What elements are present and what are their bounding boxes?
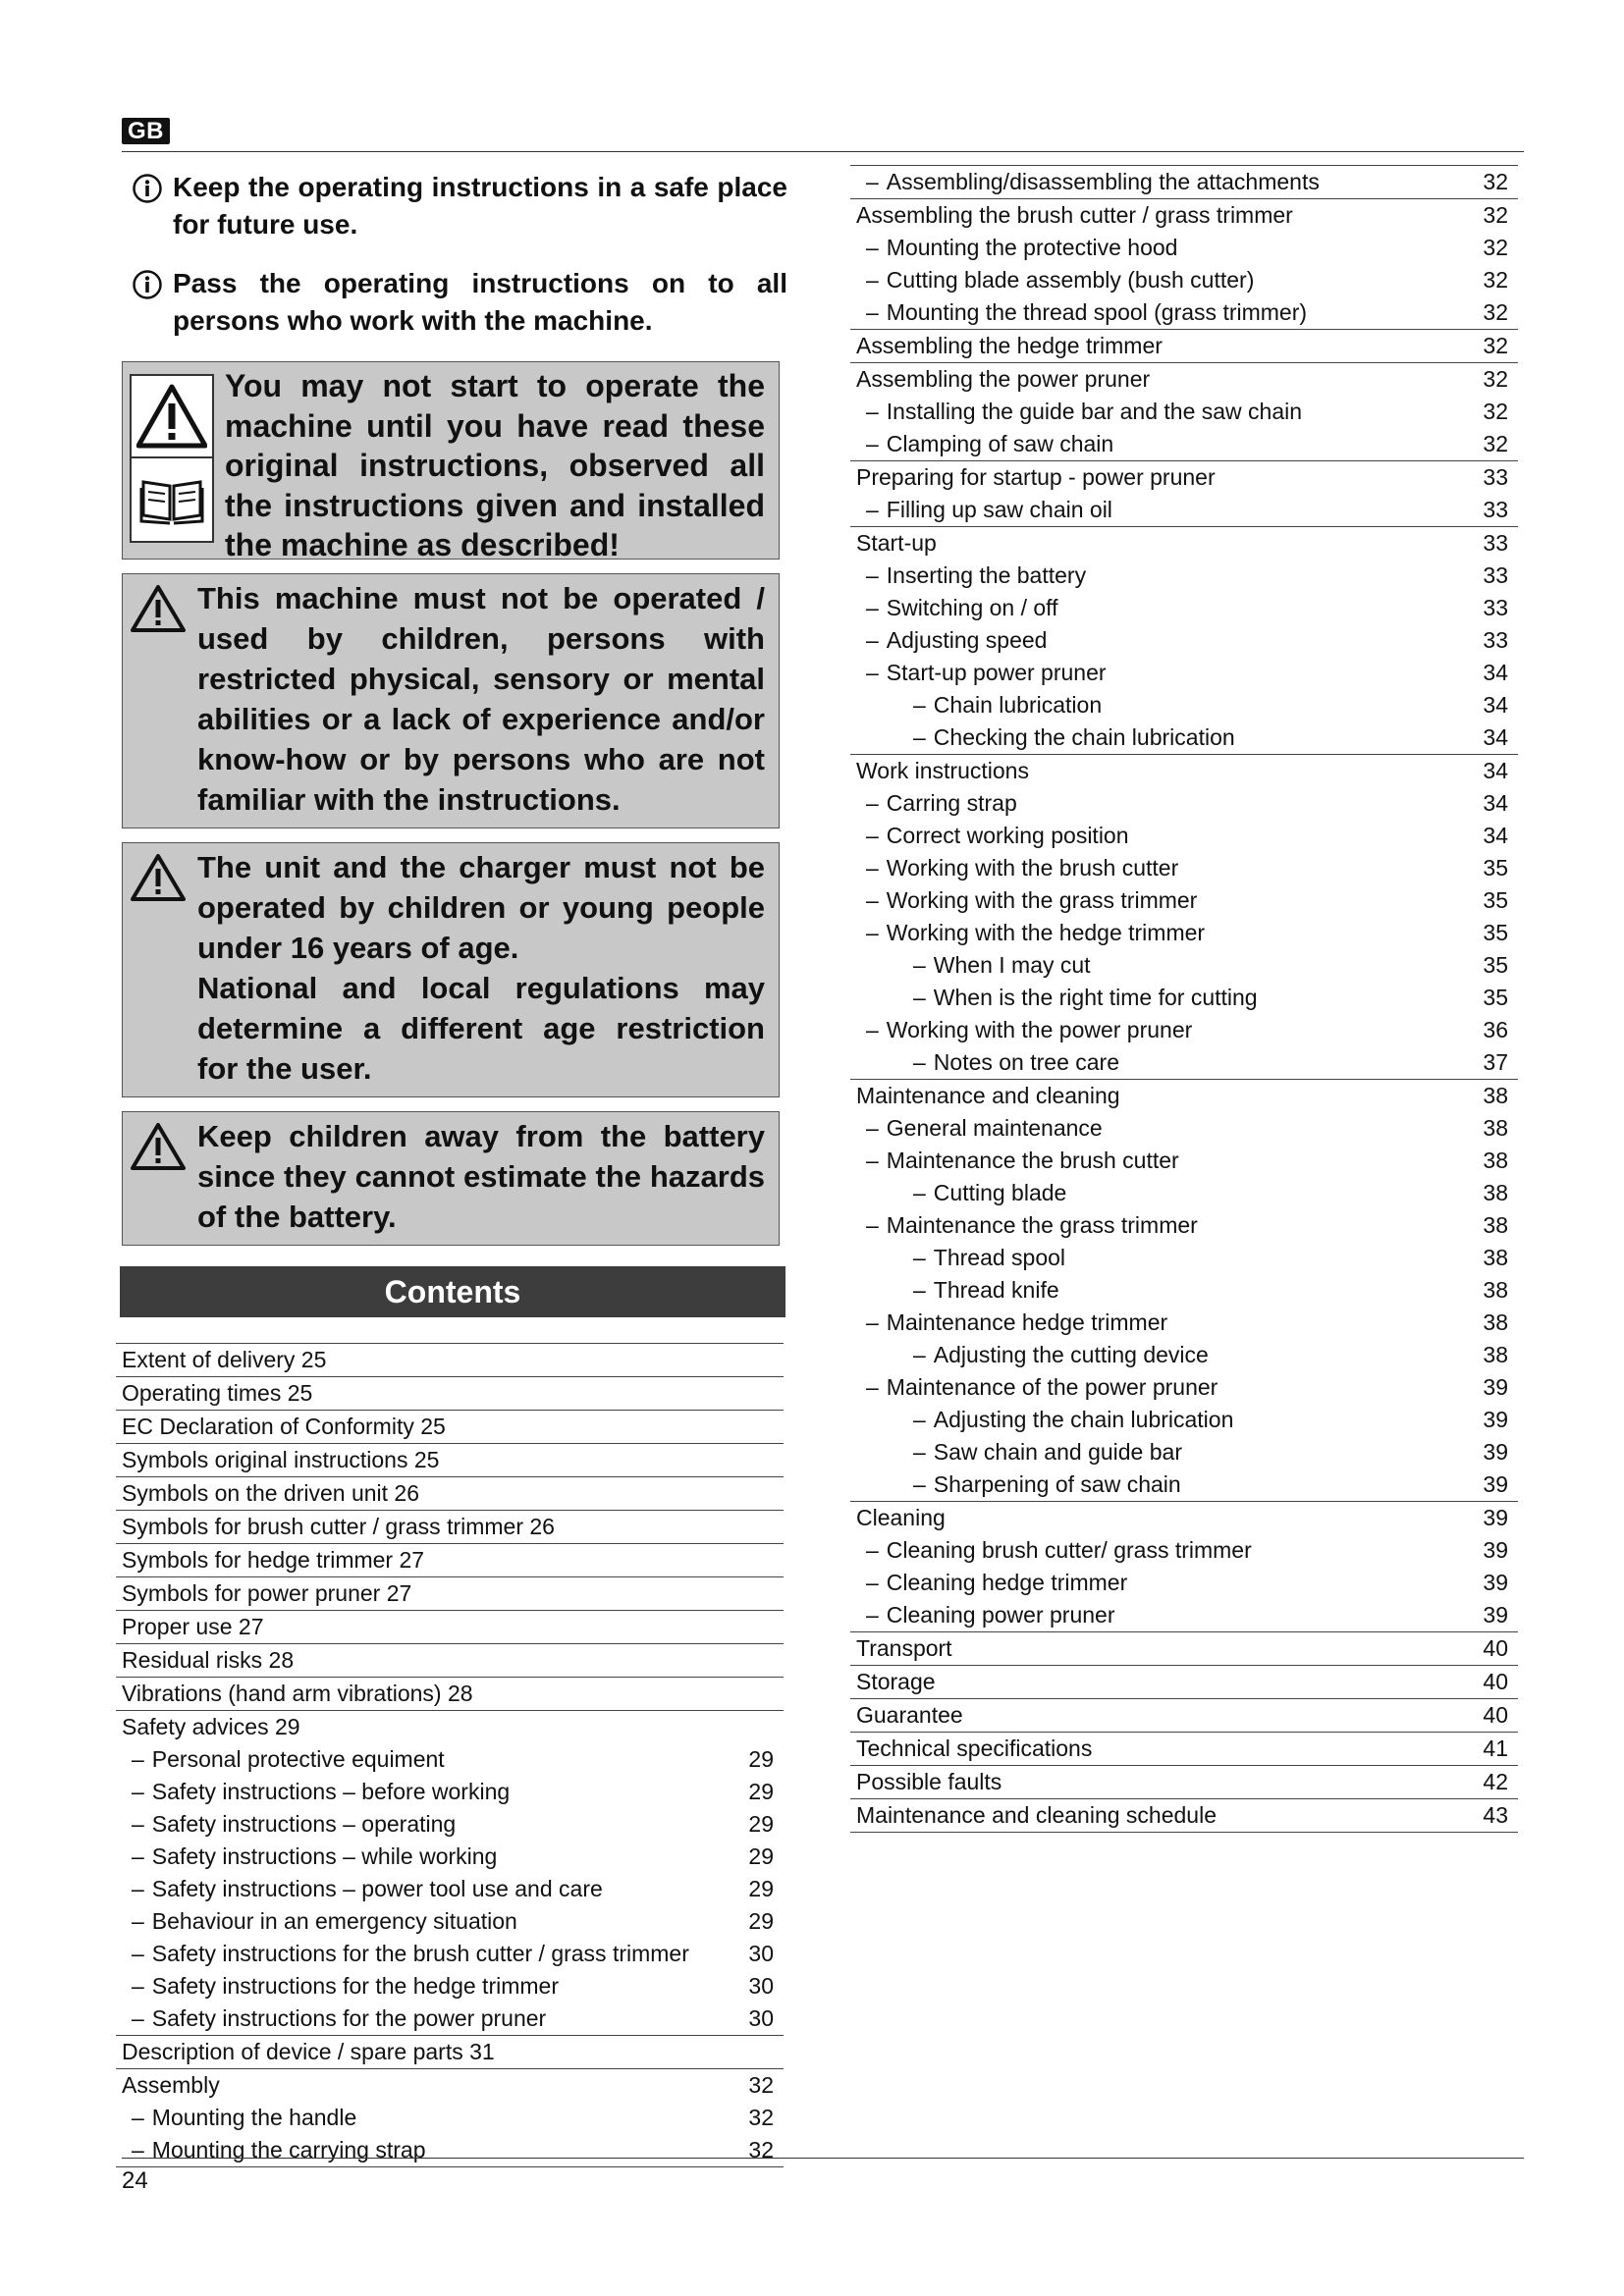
toc-entry-title: When I may cut xyxy=(933,952,1091,978)
toc-entry-title: Maintenance and cleaning schedule xyxy=(856,1802,1217,1828)
toc-dash: – xyxy=(913,1180,926,1205)
toc-dash: – xyxy=(866,431,879,456)
toc-dash: – xyxy=(132,1843,144,1869)
toc-entry-page: 32 xyxy=(1483,299,1508,325)
toc-entry-page: 34 xyxy=(1483,790,1508,816)
toc-entry[interactable] xyxy=(116,1510,784,1543)
toc-dash: – xyxy=(866,790,879,816)
toc-entry-title: Clamping of saw chain xyxy=(886,431,1114,456)
toc-dash: – xyxy=(132,1908,144,1934)
toc-entry-page: 38 xyxy=(1483,1277,1508,1303)
info-icon xyxy=(132,269,163,300)
toc-entry[interactable] xyxy=(850,560,1518,592)
toc-entry-title: Assembling the power pruner xyxy=(856,366,1151,392)
toc-entry-page: 32 xyxy=(1483,366,1508,392)
toc-entry-title: Residual risks 28 xyxy=(122,1647,295,1673)
toc-entry[interactable] xyxy=(850,1698,1518,1732)
toc-entry-page: 35 xyxy=(1483,920,1508,945)
toc-entry[interactable] xyxy=(116,1376,784,1410)
toc-entry-page: 35 xyxy=(1483,887,1508,913)
toc-dash: – xyxy=(866,1017,879,1042)
toc-entry[interactable] xyxy=(116,1443,784,1476)
main-warning-text: You may not start to operate the machine until you have read these original instructions, observed all the instructions given and installed the machine as described! xyxy=(225,368,765,562)
toc-entry-page: 34 xyxy=(1483,660,1508,685)
info-note-keep xyxy=(122,169,787,243)
toc-dash: – xyxy=(132,1779,144,1804)
toc-entry-title: Assembling the hedge trimmer xyxy=(856,333,1163,358)
toc-dash: – xyxy=(132,2137,144,2163)
toc-dash: – xyxy=(913,1245,926,1270)
toc-entry[interactable] xyxy=(116,1905,784,1938)
toc-entry-page: 35 xyxy=(1483,952,1508,978)
age-warning-text: The unit and the charger must not be operated by children or young people under 16 years of age. xyxy=(197,850,765,965)
toc-entry-page: 39 xyxy=(1483,1407,1508,1432)
toc-entry-title: Switching on / off xyxy=(886,595,1058,620)
toc-entry-page: 32 xyxy=(748,2137,774,2163)
toc-entry-page: 32 xyxy=(1483,235,1508,260)
toc-entry-title: Installing the guide bar and the saw chain xyxy=(886,399,1303,424)
toc-entry-title: Guarantee xyxy=(856,1702,963,1728)
toc-entry-page: 38 xyxy=(1483,1180,1508,1205)
toc-dash: – xyxy=(866,1212,879,1238)
toc-entry-page: 29 xyxy=(748,1746,774,1772)
toc-entry[interactable] xyxy=(116,1543,784,1576)
toc-dash: – xyxy=(132,1746,144,1772)
toc-dash: – xyxy=(132,1876,144,1901)
info-note-text: Keep the operating instructions in a safe place for future use. xyxy=(173,172,787,240)
toc-dash: – xyxy=(132,1811,144,1837)
toc-entry-page: 29 xyxy=(748,1811,774,1837)
toc-entry[interactable] xyxy=(850,264,1518,296)
warning-triangle-icon xyxy=(131,853,186,902)
toc-entry[interactable] xyxy=(850,1534,1518,1567)
toc-dash: – xyxy=(866,627,879,653)
toc-entry-page: 32 xyxy=(1483,333,1508,358)
toc-entry[interactable] xyxy=(850,624,1518,657)
toc-dash: – xyxy=(913,952,926,978)
toc-entry-title: Mounting the handle xyxy=(151,2105,357,2130)
toc-entry-title: Safety instructions for the power pruner xyxy=(151,2005,547,2031)
toc-entry-title: Safety instructions for the hedge trimmer xyxy=(151,1973,559,1999)
toc-entry[interactable] xyxy=(850,917,1518,949)
header-rule xyxy=(122,151,1524,152)
toc-entry[interactable] xyxy=(116,1808,784,1841)
toc-entry-page: 33 xyxy=(1483,464,1508,490)
toc-entry-page: 34 xyxy=(1483,823,1508,848)
info-note-text: Pass the operating instructions on to all persons who work with the machine. xyxy=(173,268,787,336)
toc-dash: – xyxy=(866,399,879,424)
toc-entry-page: 33 xyxy=(1483,562,1508,588)
toc-entry-title: Maintenance hedge trimmer xyxy=(886,1309,1168,1335)
toc-entry[interactable] xyxy=(850,1665,1518,1698)
toc-entry-page: 32 xyxy=(748,2105,774,2130)
toc-entry-title: Checking the chain lubrication xyxy=(933,724,1235,750)
toc-entry-title: Adjusting the cutting device xyxy=(933,1342,1209,1367)
toc-dash: – xyxy=(913,1342,926,1367)
toc-entry[interactable] xyxy=(116,2134,784,2166)
toc-entry[interactable] xyxy=(116,1743,784,1776)
toc-entry-title: Behaviour in an emergency situation xyxy=(151,1908,517,1934)
toc-entry-title: Working with the power pruner xyxy=(886,1017,1193,1042)
toc-entry-title: Start-up xyxy=(856,530,937,556)
battery-warning-box xyxy=(122,1111,780,1246)
toc-entry[interactable] xyxy=(850,494,1518,526)
toc-dash: – xyxy=(866,1309,879,1335)
toc-entry-title: Working with the hedge trimmer xyxy=(886,920,1206,945)
toc-entry[interactable] xyxy=(850,1274,1518,1307)
safety-notes-column xyxy=(122,169,787,1246)
toc-entry[interactable] xyxy=(850,329,1518,362)
toc-entry-title: Mounting the protective hood xyxy=(886,235,1178,260)
toc-dash: – xyxy=(913,1277,926,1303)
age-warning-box xyxy=(122,842,780,1097)
toc-dash: – xyxy=(132,2005,144,2031)
toc-dash: – xyxy=(866,1602,879,1628)
toc-entry[interactable] xyxy=(116,1873,784,1905)
toc-entry-page: 38 xyxy=(1483,1212,1508,1238)
toc-entry-title: Symbols original instructions 25 xyxy=(122,1447,440,1472)
toc-entry-title: Sharpening of saw chain xyxy=(933,1471,1181,1497)
toc-entry[interactable] xyxy=(850,1732,1518,1765)
toc-entry[interactable] xyxy=(850,1436,1518,1468)
children-warning-box xyxy=(122,573,780,828)
toc-entry-page: 39 xyxy=(1483,1439,1508,1465)
toc-entry[interactable] xyxy=(116,2102,784,2134)
toc-entry[interactable] xyxy=(850,526,1518,560)
toc-dash: – xyxy=(866,887,879,913)
toc-entry-page: 40 xyxy=(1483,1669,1508,1694)
toc-entry-page: 34 xyxy=(1483,724,1508,750)
toc-entry[interactable] xyxy=(116,1643,784,1677)
toc-entry-page: 39 xyxy=(1483,1602,1508,1628)
toc-entry-title: Safety instructions for the brush cutter / grass trimmer xyxy=(151,1941,689,1966)
toc-entry-title: Mounting the thread spool (grass trimmer) xyxy=(886,299,1308,325)
toc-entry-page: 38 xyxy=(1483,1148,1508,1173)
toc-entry-page: 39 xyxy=(1483,1471,1508,1497)
toc-entry-page: 37 xyxy=(1483,1049,1508,1075)
toc-entry-page: 42 xyxy=(1483,1769,1508,1794)
toc-dash: – xyxy=(866,299,879,325)
toc-entry[interactable] xyxy=(116,2035,784,2068)
toc-entry-page: 36 xyxy=(1483,1017,1508,1042)
toc-entry-title: Working with the grass trimmer xyxy=(886,887,1198,913)
toc-entry[interactable] xyxy=(116,1776,784,1808)
toc-dash: – xyxy=(866,595,879,620)
toc-entry[interactable] xyxy=(850,232,1518,264)
page-number: 24 xyxy=(122,2167,148,2194)
toc-entry[interactable] xyxy=(850,721,1518,754)
toc-entry-page: 35 xyxy=(1483,855,1508,881)
toc-entry-title: Vibrations (hand arm vibrations) 28 xyxy=(122,1681,473,1706)
toc-entry[interactable] xyxy=(116,2068,784,2102)
toc-entry-title: Start-up power pruner xyxy=(886,660,1107,685)
toc-entry[interactable] xyxy=(116,1476,784,1510)
toc-entry[interactable] xyxy=(850,657,1518,689)
toc-entry-title: Work instructions xyxy=(856,758,1029,783)
toc-entry-page: 35 xyxy=(1483,985,1508,1010)
toc-entry-title: Safety instructions – while working xyxy=(151,1843,498,1869)
toc-entry-page: 38 xyxy=(1483,1115,1508,1141)
toc-dash: – xyxy=(913,1471,926,1497)
toc-entry-page: 32 xyxy=(1483,267,1508,293)
toc-entry-title: Maintenance of the power pruner xyxy=(886,1374,1218,1400)
toc-dash: – xyxy=(866,1148,879,1173)
toc-entry-page: 29 xyxy=(748,1843,774,1869)
toc-dash: – xyxy=(866,235,879,260)
toc-entry-title: General maintenance xyxy=(886,1115,1103,1141)
toc-right-column xyxy=(850,165,1518,1833)
toc-entry-title: Symbols for brush cutter / grass trimmer 26 xyxy=(122,1514,555,1539)
toc-entry-page: 32 xyxy=(1483,431,1508,456)
toc-entry[interactable] xyxy=(850,296,1518,329)
toc-entry-page: 33 xyxy=(1483,627,1508,653)
toc-dash: – xyxy=(866,1537,879,1563)
toc-entry[interactable] xyxy=(850,949,1518,982)
toc-entry-page: 30 xyxy=(748,2005,774,2031)
toc-entry[interactable] xyxy=(116,1841,784,1873)
toc-entry[interactable] xyxy=(850,820,1518,852)
toc-entry-title: Correct working position xyxy=(886,823,1129,848)
toc-entry-title: Working with the brush cutter xyxy=(886,855,1179,881)
toc-entry[interactable] xyxy=(850,787,1518,820)
toc-entry-title: Proper use 27 xyxy=(122,1614,264,1639)
warning-triangle-icon xyxy=(130,374,214,458)
toc-entry[interactable] xyxy=(850,1501,1518,1534)
toc-dash: – xyxy=(866,169,879,194)
toc-entry-page: 40 xyxy=(1483,1702,1508,1728)
toc-entry-page: 38 xyxy=(1483,1083,1508,1108)
toc-dash: – xyxy=(913,724,926,750)
toc-dash: – xyxy=(913,1439,926,1465)
toc-entry-title: Symbols on the driven unit 26 xyxy=(122,1480,420,1506)
toc-dash: – xyxy=(866,267,879,293)
toc-entry-title: Personal protective equiment xyxy=(151,1746,445,1772)
toc-entry-title: Cleaning brush cutter/ grass trimmer xyxy=(886,1537,1252,1563)
toc-entry-page: 30 xyxy=(748,1973,774,1999)
toc-entry-title: Cutting blade assembly (bush cutter) xyxy=(886,267,1255,293)
toc-entry[interactable] xyxy=(850,754,1518,787)
manual-book-icon xyxy=(130,458,214,543)
toc-end-rule xyxy=(116,2166,784,2167)
toc-entry-title: Extent of delivery 25 xyxy=(122,1347,327,1372)
toc-entry[interactable] xyxy=(116,1343,784,1376)
toc-entry-title: Inserting the battery xyxy=(886,562,1087,588)
toc-dash: – xyxy=(866,823,879,848)
toc-entry[interactable] xyxy=(850,460,1518,494)
toc-dash: – xyxy=(866,920,879,945)
toc-entry[interactable] xyxy=(850,1242,1518,1274)
toc-entry-title: Filling up saw chain oil xyxy=(886,497,1112,522)
toc-dash: – xyxy=(913,985,926,1010)
toc-entry-title: Maintenance and cleaning xyxy=(856,1083,1120,1108)
toc-left-column xyxy=(116,1343,784,2167)
toc-entry[interactable] xyxy=(850,1798,1518,1832)
toc-entry-title: Adjusting the chain lubrication xyxy=(933,1407,1234,1432)
toc-entry[interactable] xyxy=(850,1631,1518,1665)
toc-entry-page: 38 xyxy=(1483,1245,1508,1270)
toc-entry-title: Safety instructions – power tool use and care xyxy=(151,1876,603,1901)
children-warning-text: This machine must not be operated / used by children, persons with restricted physical, sensory or mental abilities or a lack of experience and/or know-how or by persons who are not familiar with the instructions. xyxy=(197,581,765,817)
toc-entry-page: 34 xyxy=(1483,758,1508,783)
toc-entry-title: Assembling the brush cutter / grass trimmer xyxy=(856,202,1293,228)
info-icon xyxy=(132,173,163,204)
toc-entry-page: 41 xyxy=(1483,1735,1508,1761)
toc-entry[interactable] xyxy=(850,689,1518,721)
toc-entry[interactable] xyxy=(850,852,1518,884)
toc-entry-page: 38 xyxy=(1483,1309,1508,1335)
toc-dash: – xyxy=(866,1570,879,1595)
toc-entry-page: 39 xyxy=(1483,1537,1508,1563)
toc-entry-title: Symbols for power pruner 27 xyxy=(122,1580,412,1606)
toc-entry[interactable] xyxy=(850,1339,1518,1371)
toc-entry-title: Maintenance the grass trimmer xyxy=(886,1212,1198,1238)
toc-entry[interactable] xyxy=(850,1177,1518,1209)
toc-entry-title: Assembly xyxy=(122,2072,220,2098)
toc-entry[interactable] xyxy=(850,1014,1518,1046)
toc-dash: – xyxy=(866,855,879,881)
toc-dash: – xyxy=(132,2105,144,2130)
info-note-pass xyxy=(122,265,787,340)
toc-entry-page: 29 xyxy=(748,1779,774,1804)
toc-entry[interactable] xyxy=(116,2002,784,2035)
age-regulation-text: National and local regulations may determine a different age restriction for the user. xyxy=(197,971,765,1086)
toc-entry[interactable] xyxy=(850,1079,1518,1112)
toc-entry-title: Safety advices 29 xyxy=(122,1714,300,1739)
toc-entry-title: Thread knife xyxy=(933,1277,1059,1303)
warning-triangle-icon xyxy=(131,1122,186,1171)
toc-entry[interactable] xyxy=(850,396,1518,428)
toc-dash: – xyxy=(866,1374,879,1400)
country-badge: GB xyxy=(122,118,170,144)
toc-entry[interactable] xyxy=(850,1765,1518,1798)
footer-rule xyxy=(122,2158,1524,2159)
toc-entry-page: 32 xyxy=(1483,399,1508,424)
toc-entry-title: Safety instructions – operating xyxy=(151,1811,457,1837)
toc-dash: – xyxy=(866,1115,879,1141)
toc-entry-title: Cleaning power pruner xyxy=(886,1602,1115,1628)
toc-entry-title: EC Declaration of Conformity 25 xyxy=(122,1414,446,1439)
toc-entry-page: 29 xyxy=(748,1908,774,1934)
toc-entry-title: Maintenance the brush cutter xyxy=(886,1148,1179,1173)
contents-heading: Contents xyxy=(120,1266,785,1317)
battery-warning-text: Keep children away from the battery since they cannot estimate the hazards of the battery. xyxy=(197,1119,765,1234)
toc-entry-title: Operating times 25 xyxy=(122,1380,313,1406)
toc-entry-page: 29 xyxy=(748,1876,774,1901)
toc-entry-page: 32 xyxy=(748,2072,774,2098)
toc-entry[interactable] xyxy=(850,1599,1518,1631)
toc-dash: – xyxy=(913,1407,926,1432)
toc-entry-page: 33 xyxy=(1483,497,1508,522)
toc-entry[interactable] xyxy=(850,982,1518,1014)
toc-entry-title: Notes on tree care xyxy=(933,1049,1120,1075)
toc-entry-title: Assembling/disassembling the attachments xyxy=(886,169,1320,194)
toc-entry[interactable] xyxy=(850,1112,1518,1145)
toc-dash: – xyxy=(866,497,879,522)
toc-dash: – xyxy=(913,692,926,718)
toc-entry-title: Preparing for startup - power pruner xyxy=(856,464,1216,490)
toc-entry-title: Description of device / spare parts 31 xyxy=(122,2039,495,2064)
toc-entry-title: Storage xyxy=(856,1669,936,1694)
toc-entry-title: Symbols for hedge trimmer 27 xyxy=(122,1547,425,1573)
toc-entry-page: 30 xyxy=(748,1941,774,1966)
toc-entry-title: Cleaning hedge trimmer xyxy=(886,1570,1128,1595)
toc-entry-title: Cutting blade xyxy=(933,1180,1067,1205)
toc-entry[interactable] xyxy=(850,1404,1518,1436)
toc-entry[interactable] xyxy=(850,1567,1518,1599)
toc-entry[interactable] xyxy=(850,362,1518,396)
toc-entry-title: Transport xyxy=(856,1635,952,1661)
toc-entry[interactable] xyxy=(116,1938,784,1970)
toc-entry[interactable] xyxy=(850,165,1518,198)
toc-entry[interactable] xyxy=(850,1209,1518,1242)
toc-entry-title: Carring strap xyxy=(886,790,1017,816)
toc-entry[interactable] xyxy=(850,198,1518,232)
toc-entry[interactable] xyxy=(850,1145,1518,1177)
toc-entry-title: Possible faults xyxy=(856,1769,1002,1794)
toc-entry-title: Mounting the carrying strap xyxy=(151,2137,426,2163)
toc-entry[interactable] xyxy=(116,1710,784,1743)
toc-entry-page: 39 xyxy=(1483,1505,1508,1530)
toc-entry-title: Chain lubrication xyxy=(933,692,1103,718)
toc-entry-page: 32 xyxy=(1483,169,1508,194)
toc-dash: – xyxy=(866,660,879,685)
toc-entry-page: 38 xyxy=(1483,1342,1508,1367)
toc-entry-page: 40 xyxy=(1483,1635,1508,1661)
toc-entry-page: 39 xyxy=(1483,1570,1508,1595)
toc-dash: – xyxy=(913,1049,926,1075)
toc-entry-title: Saw chain and guide bar xyxy=(933,1439,1182,1465)
toc-entry[interactable] xyxy=(116,1410,784,1443)
toc-entry[interactable] xyxy=(850,428,1518,460)
toc-entry[interactable] xyxy=(850,1371,1518,1404)
toc-entry-page: 39 xyxy=(1483,1374,1508,1400)
toc-entry-page: 33 xyxy=(1483,530,1508,556)
toc-entry-title: When is the right time for cutting xyxy=(933,985,1258,1010)
main-warning-box xyxy=(122,361,780,560)
toc-entry[interactable] xyxy=(116,1576,784,1610)
toc-entry-page: 33 xyxy=(1483,595,1508,620)
toc-entry-page: 32 xyxy=(1483,202,1508,228)
toc-entry[interactable] xyxy=(116,1970,784,2002)
toc-end-rule xyxy=(850,1832,1518,1833)
toc-entry[interactable] xyxy=(850,1468,1518,1501)
toc-entry-title: Technical specifications xyxy=(856,1735,1093,1761)
toc-entry[interactable] xyxy=(850,1307,1518,1339)
toc-entry-title: Safety instructions – before working xyxy=(151,1779,511,1804)
toc-entry-page: 34 xyxy=(1483,692,1508,718)
toc-dash: – xyxy=(132,1973,144,1999)
toc-dash: – xyxy=(132,1941,144,1966)
toc-entry-title: Thread spool xyxy=(933,1245,1066,1270)
warning-triangle-icon xyxy=(131,584,186,633)
toc-entry[interactable] xyxy=(116,1610,784,1643)
toc-entry[interactable] xyxy=(850,592,1518,624)
toc-entry-title: Cleaning xyxy=(856,1505,946,1530)
toc-entry-page: 43 xyxy=(1483,1802,1508,1828)
toc-dash: – xyxy=(866,562,879,588)
toc-entry-title: Adjusting speed xyxy=(886,627,1048,653)
toc-entry[interactable] xyxy=(116,1677,784,1710)
toc-entry[interactable] xyxy=(850,1046,1518,1079)
toc-entry[interactable] xyxy=(850,884,1518,917)
